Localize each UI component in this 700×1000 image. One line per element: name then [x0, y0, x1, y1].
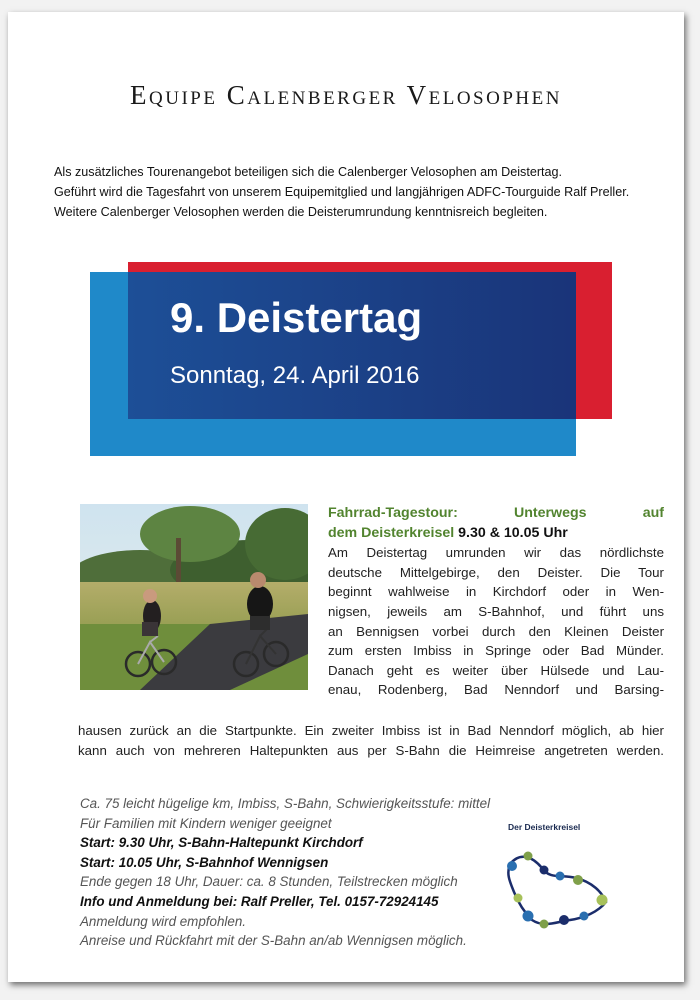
map-title: Der Deisterkreisel	[508, 822, 581, 832]
intro-text	[54, 162, 664, 222]
article-line: an Bennigsen vorbei durch den Kleinen Deister	[328, 623, 664, 639]
article-heading: Fahrrad-Tagestour: Unterwegs auf	[328, 505, 664, 521]
article-line: zum ersten Imbiss in Springe oder Bad Münder.	[328, 643, 664, 659]
article-line: enau, Rodenberg, Bad Nenndorf und Barsing-	[328, 682, 664, 698]
article-line: Am Deistertag umrunden wir das nördlichste	[328, 545, 664, 561]
article-line: Danach geht es weiter über Hülsede und Lau-	[328, 662, 664, 678]
tour-article	[328, 504, 664, 700]
detail-info: Info und Anmeldung bei: Ralf Preller, Tel. 0157-72924145	[80, 893, 439, 909]
intro-line: Als zusätzliches Tourenangebot beteiligen sich die Calenberger Velosophen am Deistertag.	[54, 165, 563, 179]
detail-start-kirchdorf: Start: 9.30 Uhr, S-Bahn-Haltepunkt Kirchdorf	[80, 835, 363, 851]
intro-line: Geführt wird die Tagesfahrt von unserem Equipemitglied und langjährigen ADFC-Tourguide Ralf Preller.	[54, 185, 630, 199]
detail-distance: Ca. 75 leicht hügelige km, Imbiss, S-Bahn, Schwierigkeitsstufe: mittel	[80, 796, 491, 811]
article-heading-line2	[328, 524, 664, 544]
banner-title: 9. Deistertag	[170, 294, 423, 341]
detail-start-wennigsen: Start: 10.05 Uhr, S-Bahnhof Wennigsen	[80, 854, 329, 870]
article-line: nigsen, jeweils am S-Bahnhof, und führt uns	[328, 603, 664, 619]
article-heading-cont: dem Deisterkreisel	[328, 524, 455, 541]
page-title: Equipe Calenberger Velosophen	[130, 80, 562, 110]
article-times: 9.30 & 10.05 Uhr	[458, 524, 568, 541]
cyclists-photo	[80, 504, 308, 690]
article-line: deutsche Mittelgebirge, den Deister. Die Tour	[328, 564, 664, 580]
article-full-line: hausen zurück an die Startpunkte. Ein zweiter Imbiss ist in Bad Nenndorf möglich, ab hier	[78, 723, 664, 738]
article-full-line: kann auch von mehreren Haltepunkten aus per S-Bahn die Heimreise angetreten werden.	[78, 743, 664, 758]
deisterkreisel-map	[498, 822, 616, 932]
detail-travel: Anreise und Rückfahrt mit der S-Bahn an/ab Wennigsen möglich.	[80, 933, 467, 949]
intro-line: Weitere Calenberger Velosophen werden die Deisterumrundung kenntnisreich begleiten.	[54, 205, 548, 219]
detail-family: Für Familien mit Kindern weniger geeignet	[80, 815, 332, 831]
detail-registration: Anmeldung wird empfohlen.	[80, 913, 246, 929]
deistertag-banner	[90, 260, 614, 458]
banner-date: Sonntag, 24. April 2016	[170, 362, 420, 389]
article-line: beginnt wahlweise in Kirchdorf oder in Wen-	[328, 584, 664, 600]
detail-end: Ende gegen 18 Uhr, Dauer: ca. 8 Stunden, Teilstrecken möglich	[80, 874, 458, 890]
tour-details	[80, 794, 490, 951]
flyer-page	[8, 12, 684, 982]
